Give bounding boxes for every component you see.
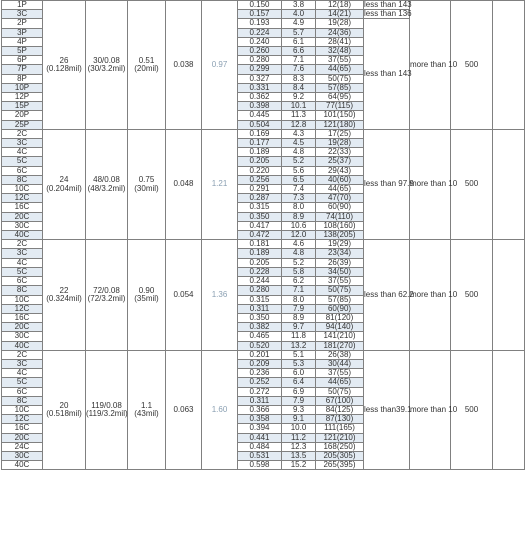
pin-count-cell: 10C (2, 405, 43, 414)
width-in-cell: 0.394 (238, 424, 282, 433)
weight-cell: 30(44) (316, 359, 364, 368)
insulation-cell (410, 129, 458, 239)
width-in-cell: 0.209 (238, 359, 282, 368)
weight-cell: 57(85) (316, 83, 364, 92)
weight-cell: 12(18) (316, 1, 364, 10)
awg-value: 20 (59, 400, 69, 410)
width-mm-cell: 10.1 (282, 102, 316, 111)
pin-count-cell: 6P (2, 56, 43, 65)
awg-value: 26 (59, 55, 69, 65)
pin-count-cell: 5C (2, 267, 43, 276)
pin-count-cell: 8C (2, 396, 43, 405)
strand-sub: (30/3.2mil) (87, 63, 126, 73)
awg-sub: (0.324mil) (46, 294, 82, 303)
width-mm-cell: 9.1 (282, 415, 316, 424)
weight-cell: 37(55) (316, 277, 364, 286)
pin-count-cell: 4C (2, 148, 43, 157)
diameter-cell (128, 1, 166, 130)
width-mm-cell: 15.2 (282, 461, 316, 470)
pin-count-cell: 6C (2, 277, 43, 286)
pin-count-cell: 20C (2, 433, 43, 442)
pin-count-cell: 40C (2, 231, 43, 240)
insulation-cell (410, 240, 458, 350)
width-in-cell: 0.177 (238, 139, 282, 148)
diameter-sub: (43mil) (134, 409, 159, 419)
insulation-value: more than 10 (410, 179, 458, 189)
pin-count-cell: 4P (2, 37, 43, 46)
strand-value: 72/0.08 (93, 285, 120, 295)
width-in-cell: 0.315 (238, 203, 282, 212)
width-mm-cell: 6.0 (282, 369, 316, 378)
weight-cell: 67(100) (316, 396, 364, 405)
width-in-cell: 0.472 (238, 231, 282, 240)
diameter-cell (128, 350, 166, 470)
pin-count-cell: 8P (2, 74, 43, 83)
insulation-cell (410, 1, 458, 130)
pin-count-cell: 1P (2, 1, 43, 10)
pin-count-cell: 20C (2, 323, 43, 332)
width-in-cell: 0.299 (238, 65, 282, 74)
voltage-cell: 500 (451, 350, 493, 470)
weight-cell: 44(65) (316, 378, 364, 387)
weight-cell: 22(33) (316, 148, 364, 157)
width-mm-cell: 9.2 (282, 93, 316, 102)
width-in-cell: 0.311 (238, 396, 282, 405)
weight-cell: 168(250) (316, 442, 364, 451)
width-in-cell: 0.205 (238, 157, 282, 166)
width-mm-cell: 11.8 (282, 332, 316, 341)
pin-count-cell: 2C (2, 350, 43, 359)
width-mm-cell: 6.9 (282, 387, 316, 396)
width-mm-cell: 6.6 (282, 47, 316, 56)
voltage-cell: 500 (451, 1, 493, 130)
thickness-cell: 0.038 (166, 1, 202, 130)
width-mm-cell: 6.4 (282, 378, 316, 387)
width-in-cell: 0.398 (238, 102, 282, 111)
width-mm-cell: 4.5 (282, 139, 316, 148)
thickness-cell: 0.063 (166, 350, 202, 470)
weight-cell: 101(150) (316, 111, 364, 120)
width-mm-cell: 9.3 (282, 405, 316, 414)
weight-cell: 37(55) (316, 369, 364, 378)
weight-cell: 121(180) (316, 120, 364, 129)
width-in-cell: 0.181 (238, 240, 282, 249)
pin-count-cell: 24C (2, 442, 43, 451)
awg-cell (43, 350, 86, 470)
pin-count-cell: 30C (2, 221, 43, 230)
blank-cell (493, 129, 525, 239)
width-in-cell: 0.169 (238, 129, 282, 138)
width-in-cell: 0.382 (238, 323, 282, 332)
width-mm-cell: 8.9 (282, 313, 316, 322)
pin-count-cell: 5C (2, 157, 43, 166)
strand-cell (86, 240, 128, 350)
width-in-cell: 0.244 (238, 277, 282, 286)
strand-value: 119/0.08 (91, 400, 122, 410)
width-in-cell: 0.236 (238, 369, 282, 378)
width-mm-cell: 11.2 (282, 433, 316, 442)
width-in-cell: 0.205 (238, 258, 282, 267)
weight-cell: 40(60) (316, 175, 364, 184)
pin-count-cell: 8C (2, 175, 43, 184)
strand-sub: (72/3.2mil) (87, 294, 126, 303)
pin-count-cell: 2C (2, 129, 43, 138)
width-mm-cell: 11.3 (282, 111, 316, 120)
width-in-cell: 0.350 (238, 212, 282, 221)
table-body (2, 1, 525, 470)
weight-cell: 25(37) (316, 157, 364, 166)
pin-count-cell: 10C (2, 295, 43, 304)
weight-cell: 121(210) (316, 433, 364, 442)
pin-count-cell: 4C (2, 369, 43, 378)
width-in-cell: 0.520 (238, 341, 282, 350)
weight-cell: 26(38) (316, 350, 364, 359)
width-in-cell: 0.272 (238, 387, 282, 396)
width-in-cell: 0.224 (238, 28, 282, 37)
pin-count-cell: 40C (2, 341, 43, 350)
weight-cell: 19(28) (316, 139, 364, 148)
insulation-cell (410, 350, 458, 470)
width-mm-cell: 7.9 (282, 396, 316, 405)
width-in-cell: 0.157 (238, 10, 282, 19)
diameter-sub: (20mil) (134, 63, 159, 73)
weight-cell: 57(85) (316, 295, 364, 304)
width-mm-cell: 8.4 (282, 83, 316, 92)
width-in-cell: 0.315 (238, 295, 282, 304)
weight-cell: 19(29) (316, 240, 364, 249)
weight-cell: 141(210) (316, 332, 364, 341)
width-in-cell: 0.189 (238, 148, 282, 157)
pitch-cell: 1.36 (202, 240, 238, 350)
width-in-cell: 0.228 (238, 267, 282, 276)
diameter-value: 0.90 (138, 285, 155, 295)
pin-count-cell: 3C (2, 139, 43, 148)
pin-count-cell: 6C (2, 387, 43, 396)
diameter-sub: (30mil) (134, 183, 159, 193)
width-mm-cell: 13.2 (282, 341, 316, 350)
width-mm-cell: 7.4 (282, 185, 316, 194)
weight-cell: 28(41) (316, 37, 364, 46)
width-mm-cell: 5.2 (282, 258, 316, 267)
pin-count-cell: 4C (2, 258, 43, 267)
awg-sub: (0.518mil) (46, 409, 82, 419)
width-mm-cell: 6.2 (282, 277, 316, 286)
width-mm-cell: 7.3 (282, 194, 316, 203)
weight-cell: 181(270) (316, 341, 364, 350)
width-in-cell: 0.441 (238, 433, 282, 442)
pin-count-cell: 16C (2, 424, 43, 433)
width-in-cell: 0.311 (238, 304, 282, 313)
awg-value: 24 (59, 175, 69, 185)
width-in-cell: 0.280 (238, 286, 282, 295)
blank-cell (493, 1, 525, 130)
width-mm-cell: 12.0 (282, 231, 316, 240)
width-mm-cell: 8.9 (282, 212, 316, 221)
pin-count-cell: 30C (2, 451, 43, 460)
pin-count-cell: 30C (2, 332, 43, 341)
insulation-value: more than 10 (410, 289, 458, 299)
pin-count-cell: 8C (2, 286, 43, 295)
width-mm-cell: 9.7 (282, 323, 316, 332)
weight-cell: 111(165) (316, 424, 364, 433)
awg-cell (43, 240, 86, 350)
resistance-value: less than39.1 (364, 404, 412, 414)
width-mm-cell: 3.8 (282, 1, 316, 10)
pin-count-cell: 15P (2, 102, 43, 111)
width-mm-cell: 5.6 (282, 166, 316, 175)
width-mm-cell: 7.1 (282, 286, 316, 295)
diameter-value: 1.1 (140, 400, 153, 410)
weight-cell: 24(36) (316, 28, 364, 37)
cable-spec-table (1, 0, 525, 470)
width-mm-cell: 4.9 (282, 19, 316, 28)
pin-count-cell: 25P (2, 120, 43, 129)
resistance-value: less than 62.2 (364, 289, 414, 299)
resistance-cell (364, 19, 410, 129)
width-in-cell: 0.350 (238, 313, 282, 322)
note-cell: less than 136 (364, 9, 412, 19)
width-mm-cell: 10.0 (282, 424, 316, 433)
note-cell: less than 143 (364, 0, 412, 9)
resistance-value: less than 143 (364, 69, 412, 79)
width-mm-cell: 7.1 (282, 56, 316, 65)
diameter-value: 0.51 (138, 55, 155, 65)
weight-cell: 32(48) (316, 47, 364, 56)
diameter-sub: (35mil) (134, 294, 159, 303)
awg-sub: (0.128mil) (46, 63, 82, 73)
width-mm-cell: 8.0 (282, 295, 316, 304)
awg-value: 22 (59, 285, 69, 295)
strand-cell (86, 1, 128, 130)
pin-count-cell: 10C (2, 185, 43, 194)
width-in-cell: 0.193 (238, 19, 282, 28)
pitch-cell: 1.21 (202, 129, 238, 239)
strand-sub: (48/3.2mil) (87, 183, 126, 193)
width-in-cell: 0.252 (238, 378, 282, 387)
insulation-value: more than 10 (410, 404, 458, 414)
width-mm-cell: 4.6 (282, 240, 316, 249)
pin-count-cell: 3C (2, 249, 43, 258)
resistance-cell (364, 350, 410, 470)
width-mm-cell: 13.5 (282, 451, 316, 460)
weight-cell: 94(140) (316, 323, 364, 332)
width-mm-cell: 5.3 (282, 359, 316, 368)
width-in-cell: 0.287 (238, 194, 282, 203)
weight-cell: 34(50) (316, 267, 364, 276)
width-mm-cell: 4.8 (282, 148, 316, 157)
weight-cell: 47(70) (316, 194, 364, 203)
width-mm-cell: 4.3 (282, 129, 316, 138)
pin-count-cell: 16C (2, 313, 43, 322)
width-mm-cell: 7.9 (282, 304, 316, 313)
blank-cell (493, 240, 525, 350)
blank-cell (493, 350, 525, 470)
weight-cell: 108(160) (316, 221, 364, 230)
weight-cell: 19(28) (316, 19, 364, 28)
voltage-cell: 500 (451, 240, 493, 350)
weight-cell: 50(75) (316, 74, 364, 83)
weight-cell: 50(75) (316, 387, 364, 396)
width-in-cell: 0.531 (238, 451, 282, 460)
width-mm-cell: 7.6 (282, 65, 316, 74)
width-mm-cell: 5.2 (282, 157, 316, 166)
pin-count-cell: 3C (2, 359, 43, 368)
width-mm-cell: 5.7 (282, 28, 316, 37)
weight-cell: 84(125) (316, 405, 364, 414)
thickness-cell: 0.048 (166, 129, 202, 239)
pin-count-cell: 16C (2, 203, 43, 212)
awg-sub: (0.204mil) (46, 183, 82, 193)
pin-count-cell: 5C (2, 378, 43, 387)
width-in-cell: 0.327 (238, 74, 282, 83)
width-in-cell: 0.201 (238, 350, 282, 359)
width-mm-cell: 10.6 (282, 221, 316, 230)
width-in-cell: 0.291 (238, 185, 282, 194)
width-in-cell: 0.445 (238, 111, 282, 120)
width-in-cell: 0.504 (238, 120, 282, 129)
weight-cell: 50(75) (316, 286, 364, 295)
pitch-cell: 1.60 (202, 350, 238, 470)
strand-sub: (119/3.2mil) (86, 409, 128, 419)
width-in-cell: 0.240 (238, 37, 282, 46)
insulation-value: more than 10 (410, 59, 458, 69)
pin-count-cell: 5P (2, 47, 43, 56)
width-in-cell: 0.358 (238, 415, 282, 424)
width-in-cell: 0.331 (238, 83, 282, 92)
strand-cell (86, 350, 128, 470)
pin-count-cell: 7P (2, 65, 43, 74)
weight-cell: 44(65) (316, 185, 364, 194)
pitch-cell: 0.97 (202, 1, 238, 130)
resistance-cell (364, 240, 414, 350)
voltage-cell: 500 (451, 129, 493, 239)
weight-cell: 138(205) (316, 231, 364, 240)
width-in-cell: 0.465 (238, 332, 282, 341)
diameter-cell (128, 240, 166, 350)
pin-count-cell: 40C (2, 461, 43, 470)
pin-count-cell: 3P (2, 28, 43, 37)
width-in-cell: 0.256 (238, 175, 282, 184)
strand-cell (86, 129, 128, 239)
thickness-cell: 0.054 (166, 240, 202, 350)
diameter-value: 0.75 (138, 175, 155, 185)
weight-cell: 60(90) (316, 304, 364, 313)
width-mm-cell: 6.1 (282, 37, 316, 46)
weight-cell: 23(34) (316, 249, 364, 258)
weight-cell: 60(90) (316, 203, 364, 212)
width-in-cell: 0.220 (238, 166, 282, 175)
weight-cell: 14(21) (316, 10, 364, 19)
pin-count-cell: 3C (2, 10, 43, 19)
pin-count-cell: 12P (2, 93, 43, 102)
strand-value: 30/0.08 (93, 55, 120, 65)
pin-count-cell: 6C (2, 166, 43, 175)
weight-cell: 29(43) (316, 166, 364, 175)
weight-cell: 87(130) (316, 415, 364, 424)
weight-cell: 205(305) (316, 451, 364, 460)
pin-count-cell: 20C (2, 212, 43, 221)
width-in-cell: 0.150 (238, 1, 282, 10)
weight-cell: 17(25) (316, 129, 364, 138)
width-mm-cell: 4.0 (282, 10, 316, 19)
width-mm-cell: 5.8 (282, 267, 316, 276)
width-mm-cell: 6.5 (282, 175, 316, 184)
weight-cell: 81(120) (316, 313, 364, 322)
resistance-value: less than 97.9 (364, 179, 414, 189)
width-mm-cell: 12.3 (282, 442, 316, 451)
width-mm-cell: 8.3 (282, 74, 316, 83)
width-in-cell: 0.189 (238, 249, 282, 258)
pin-count-cell: 20P (2, 111, 43, 120)
weight-cell: 37(55) (316, 56, 364, 65)
width-in-cell: 0.417 (238, 221, 282, 230)
pin-count-cell: 2C (2, 240, 43, 249)
weight-cell: 265(395) (316, 461, 364, 470)
diameter-cell (128, 129, 166, 239)
width-in-cell: 0.366 (238, 405, 282, 414)
pin-count-cell: 12C (2, 304, 43, 313)
pin-count-cell: 12C (2, 194, 43, 203)
width-in-cell: 0.362 (238, 93, 282, 102)
width-mm-cell: 8.0 (282, 203, 316, 212)
width-in-cell: 0.484 (238, 442, 282, 451)
width-in-cell: 0.260 (238, 47, 282, 56)
weight-cell: 64(95) (316, 93, 364, 102)
weight-cell: 26(39) (316, 258, 364, 267)
resistance-cell (364, 129, 414, 239)
width-mm-cell: 4.8 (282, 249, 316, 258)
pin-count-cell: 12C (2, 415, 43, 424)
pin-count-cell: 2P (2, 19, 43, 28)
width-mm-cell: 5.1 (282, 350, 316, 359)
awg-cell (43, 129, 86, 239)
width-in-cell: 0.280 (238, 56, 282, 65)
pin-count-cell: 10P (2, 83, 43, 92)
weight-cell: 74(110) (316, 212, 364, 221)
awg-cell (43, 1, 86, 130)
weight-cell: 44(65) (316, 65, 364, 74)
strand-value: 48/0.08 (93, 175, 120, 185)
width-mm-cell: 12.8 (282, 120, 316, 129)
width-in-cell: 0.598 (238, 461, 282, 470)
weight-cell: 77(115) (316, 102, 364, 111)
